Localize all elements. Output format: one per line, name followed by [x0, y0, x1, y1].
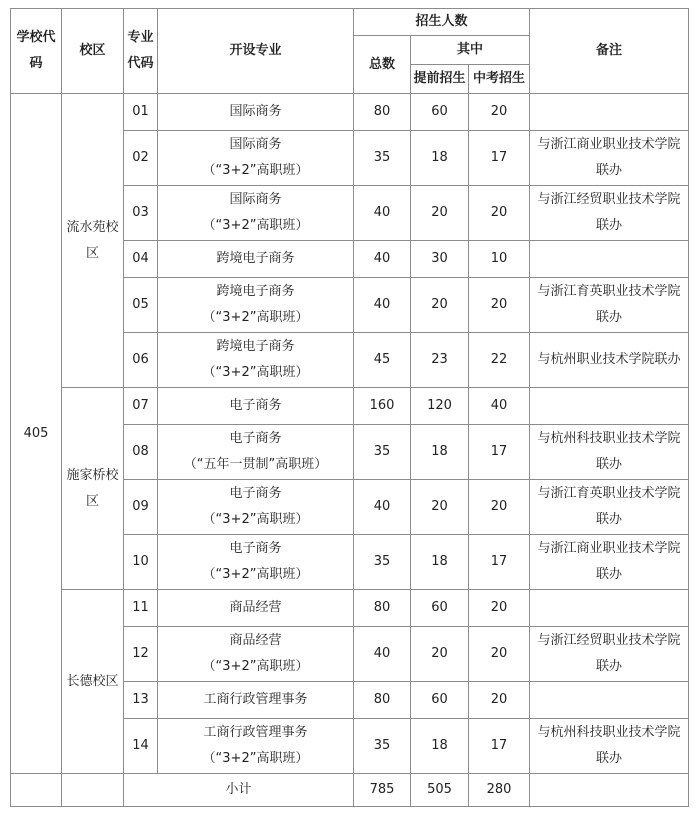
major-code-cell: 14 — [124, 719, 158, 774]
early-cell: 18 — [411, 719, 469, 774]
early-cell: 20 — [411, 627, 469, 682]
remark-cell: 与杭州职业技术学院联办 — [530, 333, 689, 388]
zhongkao-cell: 10 — [469, 241, 530, 278]
remark-cell: 与杭州科技职业技术学院 联办 — [530, 425, 689, 480]
major-cell: 电子商务 （“五年一贯制”高职班） — [158, 425, 354, 480]
remark-cell: 与浙江商业职业技术学院 联办 — [530, 535, 689, 590]
zhongkao-cell: 17 — [469, 425, 530, 480]
total-cell: 80 — [354, 94, 411, 131]
zhongkao-cell: 20 — [469, 186, 530, 241]
major-code-cell: 05 — [124, 278, 158, 333]
zhongkao-cell: 17 — [469, 131, 530, 186]
early-cell: 60 — [411, 94, 469, 131]
major-code-cell: 06 — [124, 333, 158, 388]
total-cell: 40 — [354, 627, 411, 682]
major-code-cell: 03 — [124, 186, 158, 241]
major-cell: 电子商务 （“3+2”高职班） — [158, 480, 354, 535]
major-cell: 国际商务 — [158, 94, 354, 131]
subtotal-empty-cell — [62, 774, 124, 807]
major-code-cell: 13 — [124, 682, 158, 719]
zhongkao-cell: 20 — [469, 278, 530, 333]
major-cell: 跨境电子商务 （“3+2”高职班） — [158, 333, 354, 388]
major-cell: 工商行政管理事务 （“3+2”高职班） — [158, 719, 354, 774]
header-total: 总数 — [354, 36, 411, 94]
early-cell: 120 — [411, 388, 469, 425]
zhongkao-cell: 22 — [469, 333, 530, 388]
major-cell: 电子商务 （“3+2”高职班） — [158, 535, 354, 590]
remark-cell — [530, 388, 689, 425]
subtotal-early: 505 — [411, 774, 469, 807]
total-cell: 35 — [354, 425, 411, 480]
total-cell: 45 — [354, 333, 411, 388]
subtotal-remark — [530, 774, 689, 807]
total-cell: 160 — [354, 388, 411, 425]
total-cell: 80 — [354, 682, 411, 719]
zhongkao-cell: 40 — [469, 388, 530, 425]
zhongkao-cell: 20 — [469, 590, 530, 627]
major-cell: 跨境电子商务 — [158, 241, 354, 278]
remark-cell: 与浙江育英职业技术学院 联办 — [530, 278, 689, 333]
subtotal-row — [11, 774, 689, 807]
campus-cell: 施家桥校 区 — [62, 388, 124, 590]
header-zhongkao: 中考招生 — [469, 65, 530, 94]
major-cell: 商品经营 — [158, 590, 354, 627]
table-row — [11, 94, 689, 131]
early-cell: 18 — [411, 535, 469, 590]
remark-cell: 与浙江育英职业技术学院 联办 — [530, 480, 689, 535]
remark-cell — [530, 590, 689, 627]
subtotal-zhongkao: 280 — [469, 774, 530, 807]
early-cell: 20 — [411, 186, 469, 241]
subtotal-label: 小计 — [124, 774, 354, 807]
zhongkao-cell: 20 — [469, 480, 530, 535]
major-cell: 工商行政管理事务 — [158, 682, 354, 719]
remark-cell: 与浙江经贸职业技术学院 联办 — [530, 627, 689, 682]
header-of-which: 其中 — [411, 36, 530, 65]
early-cell: 30 — [411, 241, 469, 278]
zhongkao-cell: 20 — [469, 627, 530, 682]
subtotal-empty-cell — [11, 774, 62, 807]
header-major: 开设专业 — [158, 9, 354, 94]
early-cell: 18 — [411, 131, 469, 186]
early-cell: 20 — [411, 278, 469, 333]
header-early: 提前招生 — [411, 65, 469, 94]
campus-cell: 流水苑校 区 — [62, 94, 124, 388]
remark-cell: 与杭州科技职业技术学院 联办 — [530, 719, 689, 774]
major-code-cell: 09 — [124, 480, 158, 535]
remark-cell — [530, 241, 689, 278]
major-cell: 电子商务 — [158, 388, 354, 425]
total-cell: 35 — [354, 131, 411, 186]
major-code-cell: 01 — [124, 94, 158, 131]
header-campus: 校区 — [62, 9, 124, 94]
major-cell: 国际商务 （“3+2”高职班） — [158, 131, 354, 186]
total-cell: 80 — [354, 590, 411, 627]
zhongkao-cell: 17 — [469, 719, 530, 774]
early-cell: 18 — [411, 425, 469, 480]
total-cell: 40 — [354, 480, 411, 535]
total-cell: 40 — [354, 278, 411, 333]
total-cell: 40 — [354, 241, 411, 278]
early-cell: 20 — [411, 480, 469, 535]
major-code-cell: 12 — [124, 627, 158, 682]
subtotal-total: 785 — [354, 774, 411, 807]
major-code-cell: 10 — [124, 535, 158, 590]
header-enrollment: 招生人数 — [354, 9, 530, 36]
zhongkao-cell: 17 — [469, 535, 530, 590]
major-cell: 商品经营 （“3+2”高职班） — [158, 627, 354, 682]
school-code-cell: 405 — [11, 94, 62, 774]
early-cell: 60 — [411, 682, 469, 719]
zhongkao-cell: 20 — [469, 682, 530, 719]
early-cell: 23 — [411, 333, 469, 388]
major-cell: 跨境电子商务 （“3+2”高职班） — [158, 278, 354, 333]
campus-cell: 长德校区 — [62, 590, 124, 774]
major-code-cell: 02 — [124, 131, 158, 186]
header-major-code: 专业 代码 — [124, 9, 158, 94]
early-cell: 60 — [411, 590, 469, 627]
major-code-cell: 08 — [124, 425, 158, 480]
total-cell: 40 — [354, 186, 411, 241]
remark-cell — [530, 682, 689, 719]
major-cell: 国际商务 （“3+2”高职班） — [158, 186, 354, 241]
total-cell: 35 — [354, 719, 411, 774]
header-remark: 备注 — [530, 9, 689, 94]
total-cell: 35 — [354, 535, 411, 590]
remark-cell: 与浙江商业职业技术学院 联办 — [530, 131, 689, 186]
major-code-cell: 04 — [124, 241, 158, 278]
remark-cell — [530, 94, 689, 131]
enrollment-table — [10, 8, 689, 807]
remark-cell: 与浙江经贸职业技术学院 联办 — [530, 186, 689, 241]
table-row — [11, 590, 689, 627]
zhongkao-cell: 20 — [469, 94, 530, 131]
major-code-cell: 07 — [124, 388, 158, 425]
header-school-code: 学校代 码 — [11, 9, 62, 94]
major-code-cell: 11 — [124, 590, 158, 627]
table-row — [11, 388, 689, 425]
